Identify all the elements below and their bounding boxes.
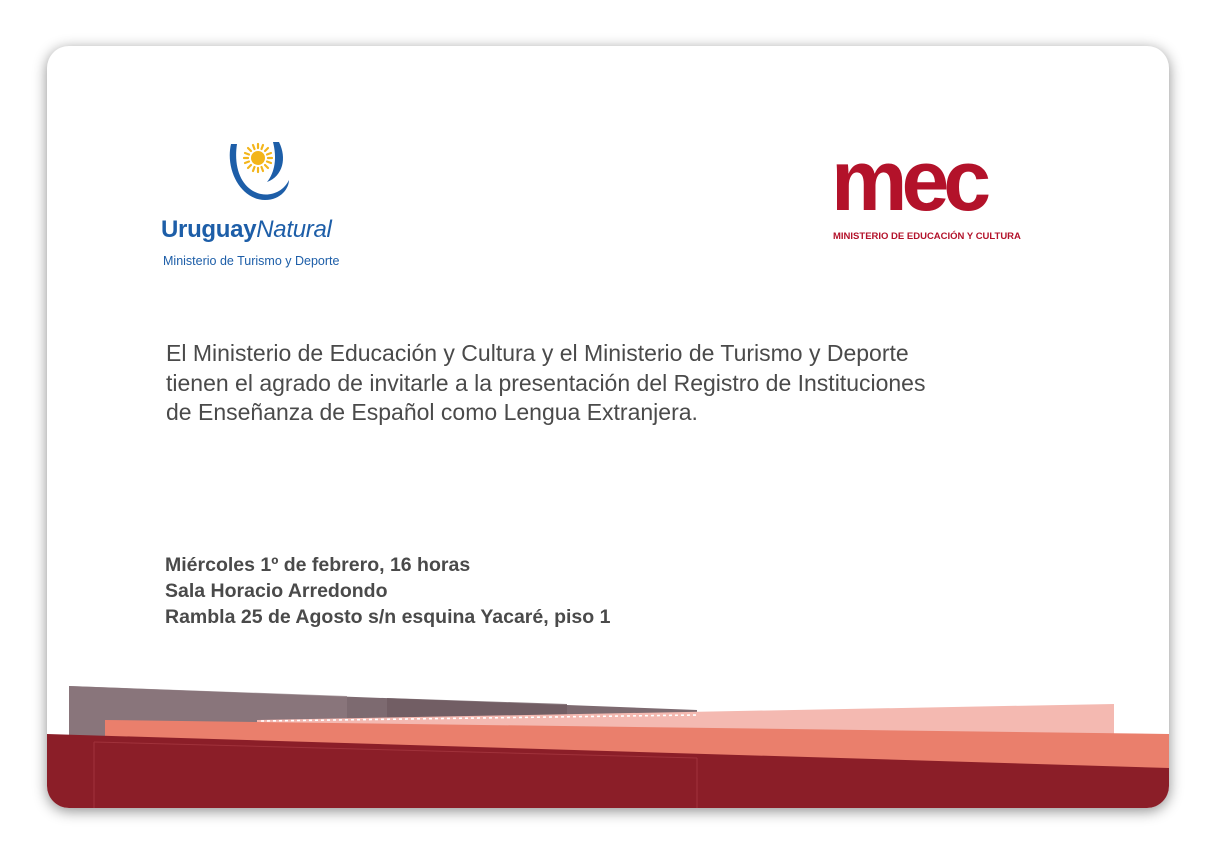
event-venue: Sala Horacio Arredondo: [165, 580, 388, 602]
uruguay-natural-wordmark-bold: Uruguay: [161, 216, 257, 243]
uruguay-natural-subtitle: Ministerio de Turismo y Deporte: [163, 254, 340, 268]
invitation-card: [47, 46, 1169, 808]
event-address: Rambla 25 de Agosto s/n esquina Yacaré, piso 1: [165, 606, 611, 628]
mec-subtitle: MINISTERIO DE EDUCACIÓN Y CULTURA: [833, 231, 1021, 242]
event-date-time: Miércoles 1º de febrero, 16 horas: [165, 554, 471, 576]
invitation-line: de Enseñanza de Español como Lengua Extranjera.: [166, 399, 698, 425]
uruguay-natural-wordmark-italic: Natural: [256, 216, 332, 243]
invitation-line: tienen el agrado de invitarle a la presentación del Registro de Instituciones: [166, 369, 926, 396]
invitation-line: El Ministerio de Educación y Cultura y el Ministerio de Turismo y Deporte: [166, 340, 909, 366]
footer-decorative-band: [47, 46, 1169, 808]
mec-wordmark: mec: [831, 133, 986, 229]
